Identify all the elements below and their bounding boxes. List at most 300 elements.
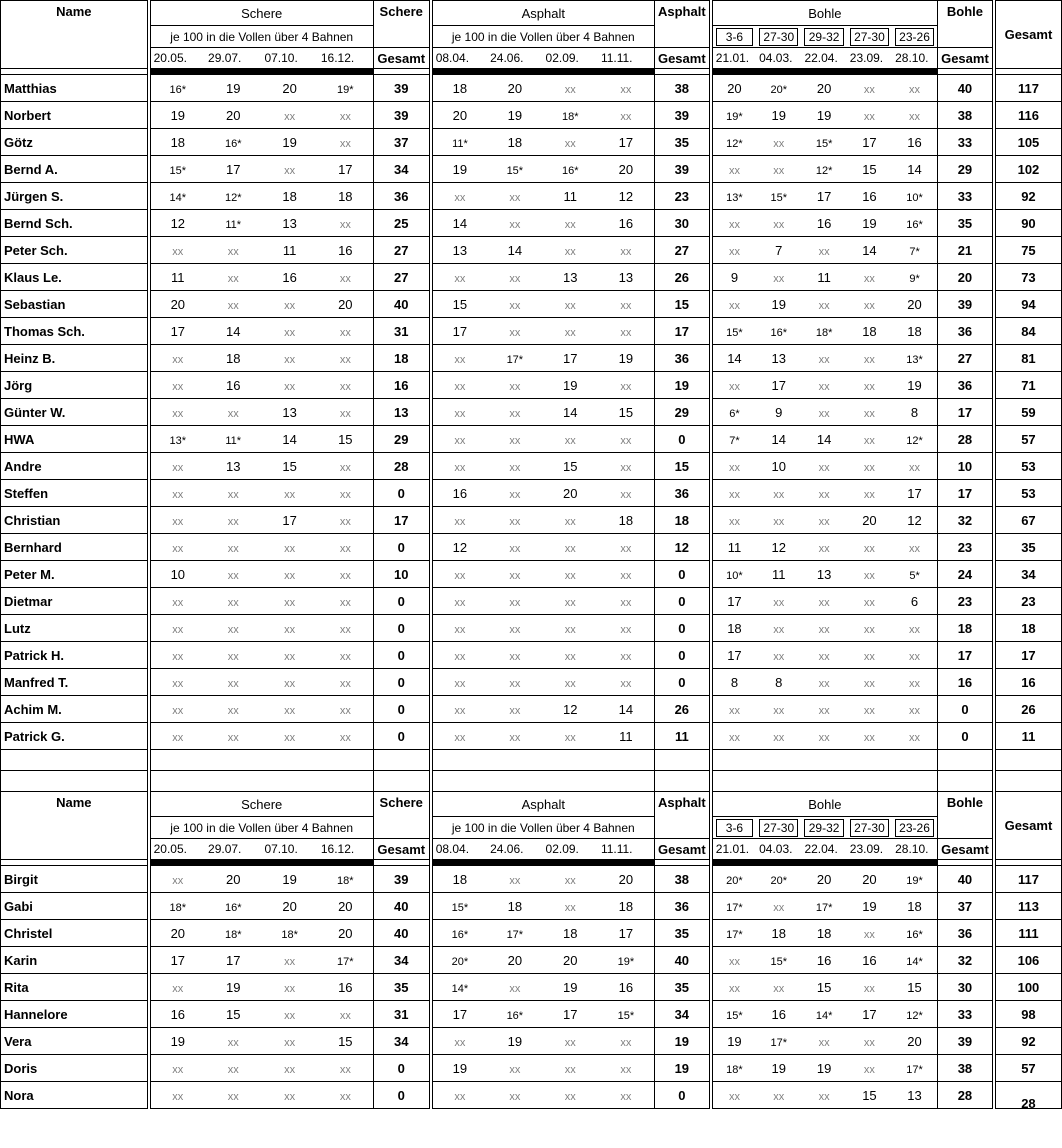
score-value: 20 [225, 107, 241, 123]
player-name-cell: Klaus Le. [1, 264, 149, 291]
missed-score-value: xx [454, 353, 466, 366]
date-header: 20.05. [149, 839, 205, 860]
player-name-cell: Heinz B. [1, 345, 149, 372]
missed-score-value: xx [620, 245, 632, 258]
score-value: 15 [907, 979, 922, 995]
date-header: 23.09. [847, 839, 892, 860]
asphalt-total-cell: 36 [654, 893, 710, 920]
overall-total-value: 28 [1021, 1095, 1036, 1109]
missed-score-value: xx [564, 245, 576, 258]
missed-score-value: xx [172, 650, 184, 663]
bohle-total-cell: 38 [937, 102, 993, 129]
schere-total-cell: 0 [373, 642, 430, 669]
asphalt-score-cell [487, 947, 542, 974]
overall-total-value: 84 [1021, 323, 1036, 339]
score-value: 17 [282, 512, 297, 528]
asphalt-score-cell [487, 696, 542, 723]
missed-score-value: xx [728, 515, 740, 528]
table-row [1, 1028, 1062, 1055]
score-value: 17* [506, 928, 524, 941]
schere-score-cell [205, 102, 261, 129]
schere-score-cell [149, 696, 205, 723]
bohle-score-cell [801, 588, 846, 615]
asphalt-score-cell [431, 237, 487, 264]
bohle-score-cell [892, 723, 937, 750]
table-row [1, 1001, 1062, 1028]
bohle-total-cell: 28 [937, 426, 993, 453]
overall-total-value: 113 [1017, 898, 1039, 914]
overall-total-value: 75 [1021, 242, 1036, 258]
bohle-range-header [801, 26, 846, 48]
bohle-score-cell [892, 318, 937, 345]
bohle-score-cell [892, 893, 937, 920]
overall-total-cell [994, 974, 1062, 1001]
schere-score-cell [205, 210, 261, 237]
bohle-score-cell [847, 588, 892, 615]
empty-cell [654, 771, 710, 792]
asphalt-score-cell [598, 75, 654, 102]
asphalt-score-cell [431, 75, 487, 102]
score-value: 19 [225, 979, 241, 995]
date-header: 04.03. [756, 839, 801, 860]
missed-score-value: xx [620, 542, 632, 555]
table-row [1, 947, 1062, 974]
missed-score-value: xx [909, 677, 921, 690]
schere-score-cell [149, 345, 205, 372]
missed-score-value: xx [284, 677, 296, 690]
missed-score-value: xx [773, 488, 785, 501]
missed-score-value: xx [863, 434, 875, 447]
asphalt-score-cell [487, 723, 542, 750]
bohle-total-cell: 29 [937, 156, 993, 183]
missed-score-value: xx [454, 623, 466, 636]
asphalt-score-cell [598, 974, 654, 1001]
bohle-score-cell [801, 1082, 846, 1109]
missed-score-value: xx [620, 461, 632, 474]
missed-score-value: xx [454, 515, 466, 528]
overall-total-cell [994, 264, 1062, 291]
bohle-score-cell [801, 947, 846, 974]
score-value: 19 [862, 898, 877, 914]
score-value: 20 [170, 296, 186, 312]
table-row [1, 75, 1062, 102]
score-value: 20 [338, 898, 353, 914]
score-value: 19 [862, 215, 877, 231]
score-value: 16 [618, 979, 634, 995]
bohle-score-cell [892, 75, 937, 102]
overall-total-cell [994, 947, 1062, 974]
bohle-score-cell [801, 291, 846, 318]
schere-total-cell: 35 [373, 974, 430, 1001]
score-value: 17 [452, 1006, 468, 1022]
score-value: 17 [727, 593, 742, 609]
score-value: 19* [337, 83, 354, 96]
missed-score-value: xx [339, 1090, 351, 1103]
h1-row [1, 792, 1062, 817]
missed-score-value: xx [909, 650, 921, 663]
asphalt-total-cell: 19 [654, 372, 710, 399]
score-value: 17* [726, 928, 743, 941]
missed-score-value: xx [339, 272, 351, 285]
asphalt-score-cell [487, 210, 542, 237]
missed-score-value: xx [620, 299, 632, 312]
missed-score-value: xx [620, 488, 632, 501]
overall-total-value: 102 [1017, 161, 1040, 177]
missed-score-value: xx [454, 434, 466, 447]
asphalt-score-cell [543, 1001, 598, 1028]
bohle-score-cell [801, 318, 846, 345]
asphalt-score-cell [487, 75, 542, 102]
score-value: 19 [771, 296, 786, 312]
table-row [1, 561, 1062, 588]
asphalt-score-cell [543, 615, 598, 642]
bohle-score-cell [847, 534, 892, 561]
asphalt-score-cell [543, 588, 598, 615]
asphalt-score-cell [487, 669, 542, 696]
bohle-range-header [801, 817, 846, 839]
score-value: 19* [617, 955, 635, 968]
bohle-score-cell [801, 669, 846, 696]
empty-cell [711, 750, 938, 771]
bohle-range-header [756, 817, 801, 839]
missed-score-value: xx [818, 731, 830, 744]
schere-score-cell [261, 156, 317, 183]
bohle-score-cell [711, 237, 756, 264]
schere-score-cell [149, 866, 205, 893]
asphalt-total-cell: 27 [654, 237, 710, 264]
score-value: 14 [771, 431, 786, 447]
missed-score-value: xx [284, 1090, 296, 1103]
schere-total-cell: 27 [373, 237, 430, 264]
missed-score-value: xx [909, 542, 921, 555]
missed-score-value: xx [284, 353, 296, 366]
schere-score-cell [261, 866, 317, 893]
score-value: 19 [618, 350, 634, 366]
bohle-score-cell [892, 696, 937, 723]
score-value: 17 [727, 647, 742, 663]
missed-score-value: xx [172, 380, 184, 393]
asphalt-score-cell [598, 561, 654, 588]
player-name-cell: Doris [1, 1055, 149, 1082]
score-value: 15* [770, 955, 788, 968]
player-name-cell: Bernd Sch. [1, 210, 149, 237]
score-value: 19 [563, 979, 578, 995]
missed-score-value: xx [339, 461, 351, 474]
bohle-score-cell [892, 507, 937, 534]
gap-row [1, 750, 1062, 771]
schere-score-cell [261, 264, 317, 291]
score-value: 11 [563, 188, 577, 204]
bohle-total-cell: 33 [937, 1001, 993, 1028]
score-value: 19 [170, 1033, 186, 1049]
bohle-score-cell [847, 920, 892, 947]
bohle-score-cell [711, 866, 756, 893]
empty-cell [937, 750, 993, 771]
table-row [1, 507, 1062, 534]
schere-subtitle: je 100 in die Vollen über 4 Bahnen [149, 26, 374, 48]
player-name-cell: Manfred T. [1, 669, 149, 696]
bohle-score-cell [801, 129, 846, 156]
missed-score-value: xx [284, 542, 296, 555]
missed-score-value: xx [909, 110, 921, 123]
bohle-score-cell [847, 1055, 892, 1082]
schere-score-cell [261, 129, 317, 156]
schere-score-cell [261, 1001, 317, 1028]
score-value: 15 [452, 296, 468, 312]
asphalt-score-cell [487, 426, 542, 453]
missed-score-value: xx [728, 982, 740, 995]
overall-total-cell [994, 453, 1062, 480]
asphalt-score-cell [598, 372, 654, 399]
bohle-score-cell [756, 1028, 801, 1055]
empty-cell [1, 771, 149, 792]
bohle-score-cell [711, 1028, 756, 1055]
score-value: 17 [563, 1006, 578, 1022]
missed-score-value: xx [172, 542, 184, 555]
missed-score-value: xx [620, 1063, 632, 1076]
schere-group-title: Schere [149, 1, 374, 26]
bohle-score-cell [756, 615, 801, 642]
missed-score-value: xx [284, 650, 296, 663]
asphalt-score-cell [487, 264, 542, 291]
asphalt-score-cell [431, 561, 487, 588]
schere-total-cell: 28 [373, 453, 430, 480]
score-value: 14 [618, 701, 634, 717]
bohle-score-cell [711, 561, 756, 588]
bohle-score-cell [847, 183, 892, 210]
schere-score-cell [261, 453, 317, 480]
asphalt-total-cell: 26 [654, 696, 710, 723]
bohle-range-box: 27-30 [850, 28, 889, 46]
table-row [1, 696, 1062, 723]
score-value: 16* [224, 137, 242, 150]
score-value: 19 [771, 107, 786, 123]
score-value: 20* [451, 955, 469, 968]
asphalt-score-cell [598, 615, 654, 642]
schere-score-cell [205, 1001, 261, 1028]
score-value: 17* [770, 1036, 788, 1049]
missed-score-value: xx [339, 380, 351, 393]
score-value: 15 [862, 161, 877, 177]
missed-score-value: xx [227, 569, 239, 582]
bohle-score-cell [801, 183, 846, 210]
player-name-cell: Birgit [1, 866, 149, 893]
bohle-score-cell [801, 453, 846, 480]
missed-score-value: xx [564, 569, 576, 582]
asphalt-total-cell: 35 [654, 920, 710, 947]
schere-score-cell [149, 1082, 205, 1109]
date-header: 02.09. [543, 48, 598, 69]
schere-score-cell [318, 264, 373, 291]
score-value: 7 [775, 242, 783, 258]
player-name-cell: Patrick G. [1, 723, 149, 750]
table-row [1, 291, 1062, 318]
asphalt-score-cell [431, 372, 487, 399]
score-value: 9* [909, 272, 920, 285]
bohle-score-cell [847, 237, 892, 264]
score-value: 16 [452, 485, 468, 501]
score-value: 18 [282, 188, 297, 204]
bohle-total-cell: 30 [937, 974, 993, 1001]
asphalt-score-cell [543, 426, 598, 453]
bohle-score-cell [756, 974, 801, 1001]
bohle-score-cell [847, 507, 892, 534]
bohle-score-cell [711, 947, 756, 974]
player-name-cell: Jürgen S. [1, 183, 149, 210]
schere-score-cell [261, 480, 317, 507]
overall-total-value: 17 [1021, 647, 1036, 663]
bohle-score-cell [711, 210, 756, 237]
schere-score-cell [261, 318, 317, 345]
asphalt-score-cell [487, 920, 542, 947]
player-name-cell: Dietmar [1, 588, 149, 615]
score-value: 18* [281, 928, 298, 941]
score-value: 18 [338, 188, 353, 204]
bohle-total-cell: 17 [937, 480, 993, 507]
bohle-score-cell [711, 920, 756, 947]
bohle-score-cell [892, 1082, 937, 1109]
score-value: 20 [170, 925, 186, 941]
schere-score-cell [261, 507, 317, 534]
asphalt-score-cell [543, 893, 598, 920]
score-value: 13 [907, 1087, 922, 1103]
score-value: 14* [815, 1009, 833, 1022]
schere-score-cell [205, 372, 261, 399]
schere-total-cell: 39 [373, 866, 430, 893]
asphalt-total-cell: 15 [654, 453, 710, 480]
player-name-cell: Gabi [1, 893, 149, 920]
missed-score-value: xx [863, 569, 875, 582]
asphalt-score-cell [431, 264, 487, 291]
schere-score-cell [205, 1028, 261, 1055]
overall-total-cell [994, 426, 1062, 453]
overall-total-value: 92 [1021, 188, 1036, 204]
bohle-score-cell [711, 723, 756, 750]
schere-score-cell [149, 507, 205, 534]
missed-score-value: xx [620, 650, 632, 663]
missed-score-value: xx [227, 488, 239, 501]
missed-score-value: xx [509, 461, 521, 474]
missed-score-value: xx [172, 677, 184, 690]
missed-score-value: xx [339, 353, 351, 366]
schere-score-cell [318, 893, 373, 920]
missed-score-value: xx [863, 272, 875, 285]
bohle-total-cell: 20 [937, 264, 993, 291]
bohle-score-cell [801, 102, 846, 129]
table-row [1, 920, 1062, 947]
bohle-score-cell [847, 345, 892, 372]
missed-score-value: xx [564, 515, 576, 528]
table-row [1, 1082, 1062, 1109]
score-value: 19 [816, 107, 832, 123]
bohle-score-cell [711, 534, 756, 561]
bohle-score-cell [847, 947, 892, 974]
schere-score-cell [149, 372, 205, 399]
bohle-score-cell [892, 642, 937, 669]
empty-cell [711, 771, 938, 792]
score-value: 12* [726, 137, 743, 150]
asphalt-score-cell [487, 453, 542, 480]
asphalt-score-cell [431, 642, 487, 669]
bohle-score-cell [756, 1055, 801, 1082]
missed-score-value: xx [863, 488, 875, 501]
asphalt-score-cell [487, 507, 542, 534]
missed-score-value: xx [773, 901, 785, 914]
schere-score-cell [205, 723, 261, 750]
overall-total-value: 106 [1017, 952, 1040, 968]
bohle-total-cell: 33 [937, 129, 993, 156]
missed-score-value: xx [509, 326, 521, 339]
bohle-score-cell [801, 372, 846, 399]
empty-cell [994, 750, 1062, 771]
asphalt-score-cell [431, 1001, 487, 1028]
missed-score-value: xx [818, 623, 830, 636]
score-value: 9 [730, 269, 739, 285]
bohle-score-cell [892, 426, 937, 453]
schere-score-cell [149, 399, 205, 426]
score-value: 12 [618, 188, 634, 204]
score-value: 15 [563, 458, 578, 474]
schere-total-cell: 0 [373, 534, 430, 561]
overall-total-value: 98 [1021, 1006, 1036, 1022]
schere-score-cell [318, 399, 373, 426]
bohle-score-cell [892, 1028, 937, 1055]
schere-total-cell: 40 [373, 893, 430, 920]
schere-score-cell [261, 426, 317, 453]
missed-score-value: xx [909, 623, 921, 636]
date-header: 21.01. [711, 48, 756, 69]
asphalt-score-cell [543, 318, 598, 345]
date-header: 29.07. [205, 839, 261, 860]
score-value: 13 [225, 458, 241, 474]
bohle-range-box: 3-6 [716, 819, 753, 837]
missed-score-value: xx [863, 731, 875, 744]
missed-score-value: xx [564, 434, 576, 447]
schere-score-cell [318, 426, 373, 453]
bohle-score-cell [892, 183, 937, 210]
schere-total-cell: 0 [373, 588, 430, 615]
schere-total-header: Schere [373, 792, 430, 839]
bohle-score-cell [711, 453, 756, 480]
missed-score-value: xx [227, 245, 239, 258]
missed-score-value: xx [564, 874, 576, 887]
missed-score-value: xx [284, 110, 296, 123]
missed-score-value: xx [454, 704, 466, 717]
date-header: 29.07. [205, 48, 261, 69]
missed-score-value: xx [564, 1090, 576, 1103]
score-value: 18 [618, 898, 634, 914]
missed-score-value: xx [863, 677, 875, 690]
score-value: 20 [563, 485, 578, 501]
missed-score-value: xx [728, 380, 740, 393]
schere-score-cell [205, 534, 261, 561]
score-value: 14* [451, 982, 469, 995]
missed-score-value: xx [564, 137, 576, 150]
score-value: 18 [727, 620, 742, 636]
schere-score-cell [205, 129, 261, 156]
bohle-score-cell [756, 399, 801, 426]
bohle-total-cell: 35 [937, 210, 993, 237]
bohle-total-cell: 38 [937, 1055, 993, 1082]
score-value: 15 [338, 1033, 353, 1049]
player-name-cell: Thomas Sch. [1, 318, 149, 345]
bohle-score-cell [756, 507, 801, 534]
overall-total-value: 90 [1021, 215, 1036, 231]
empty-cell [149, 771, 374, 792]
schere-score-cell [261, 102, 317, 129]
missed-score-value: xx [172, 596, 184, 609]
schere-gesamt-label: Gesamt [373, 839, 430, 860]
